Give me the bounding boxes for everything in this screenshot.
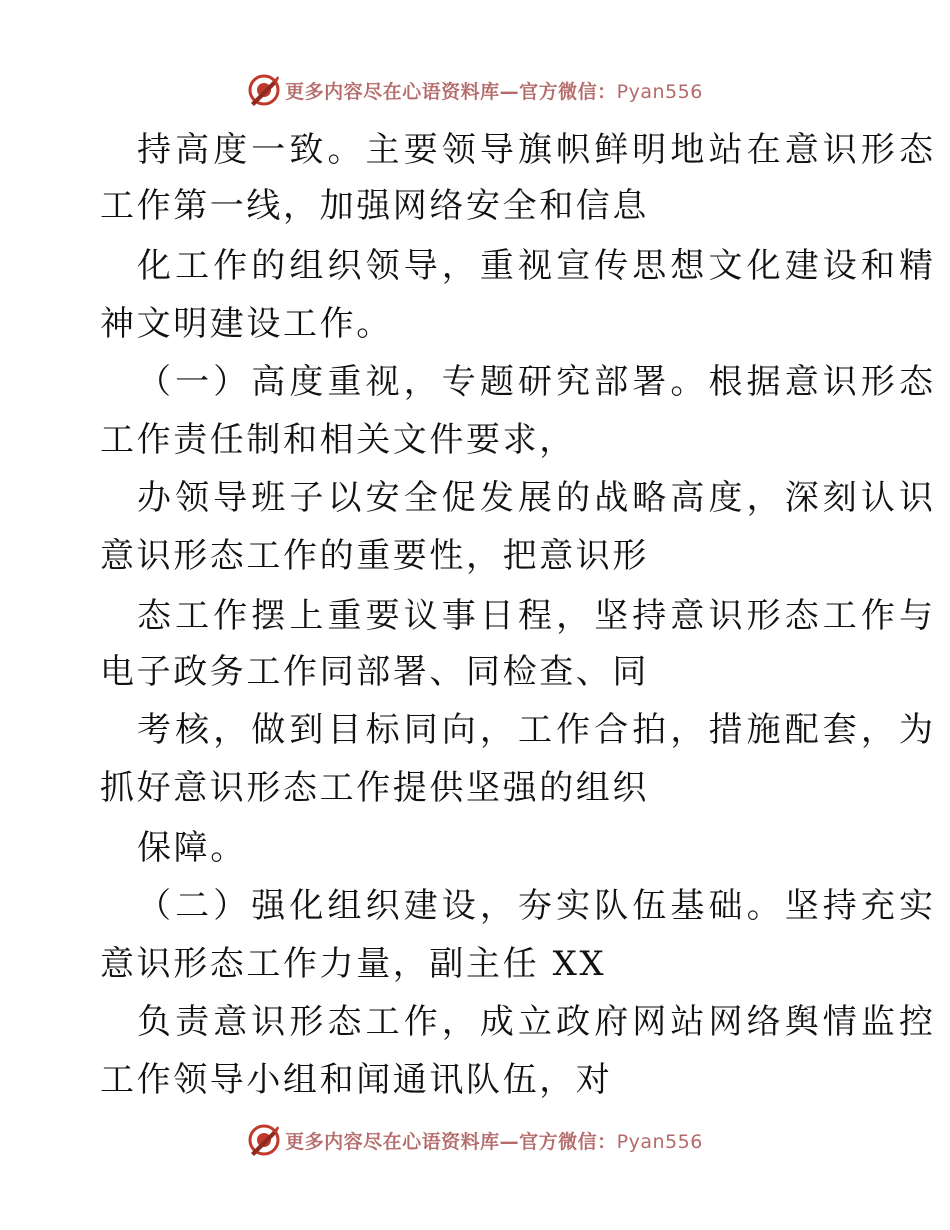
text-line: 持高度一致。主要领导旗帜鲜明地站在意识形态 [137,130,938,170]
text-line: 电子政务工作同部署、同检查、同 [100,652,649,692]
text-line: 考核，做到目标同向，工作合拍，措施配套，为 [137,710,938,750]
text-line: 意识形态工作的重要性，把意识形 [100,536,649,576]
text-line: 工作领导小组和闻通讯队伍，对 [100,1060,613,1100]
text-line: （二）强化组织建设，夯实队伍基础。坚持充实 [137,886,938,926]
pen-logo-icon [247,1123,281,1157]
watermark-wechat-id: Pyan556 [616,1130,703,1153]
text-line: 意识形态工作力量，副主任 XX [100,944,607,984]
text-line: 负责意识形态工作，成立政府网站网络舆情监控 [137,1002,938,1042]
footer-watermark [0,1118,950,1162]
watermark-wechat-id: Pyan556 [616,80,703,103]
pen-logo-icon [247,73,281,107]
text-line: 态工作摆上重要议事日程，坚持意识形态工作与 [137,596,938,636]
text-line: 神文明建设工作。 [100,304,393,344]
text-line: 工作责任制和相关文件要求， [100,420,576,460]
watermark-text: 更多内容尽在心语资料库—官方微信： [285,80,617,103]
header-watermark [0,68,950,112]
text-line: 化工作的组织领导，重视宣传思想文化建设和精 [137,246,938,286]
watermark-text: 更多内容尽在心语资料库—官方微信： [285,1130,617,1153]
text-line: 抓好意识形态工作提供坚强的组织 [100,768,649,808]
text-line: 工作第一线，加强网络安全和信息 [100,186,649,226]
text-line: （一）高度重视，专题研究部署。根据意识形态 [137,362,938,402]
text-line: 保障。 [137,828,247,868]
text-line: 办领导班子以安全促发展的战略高度，深刻认识 [137,478,938,518]
